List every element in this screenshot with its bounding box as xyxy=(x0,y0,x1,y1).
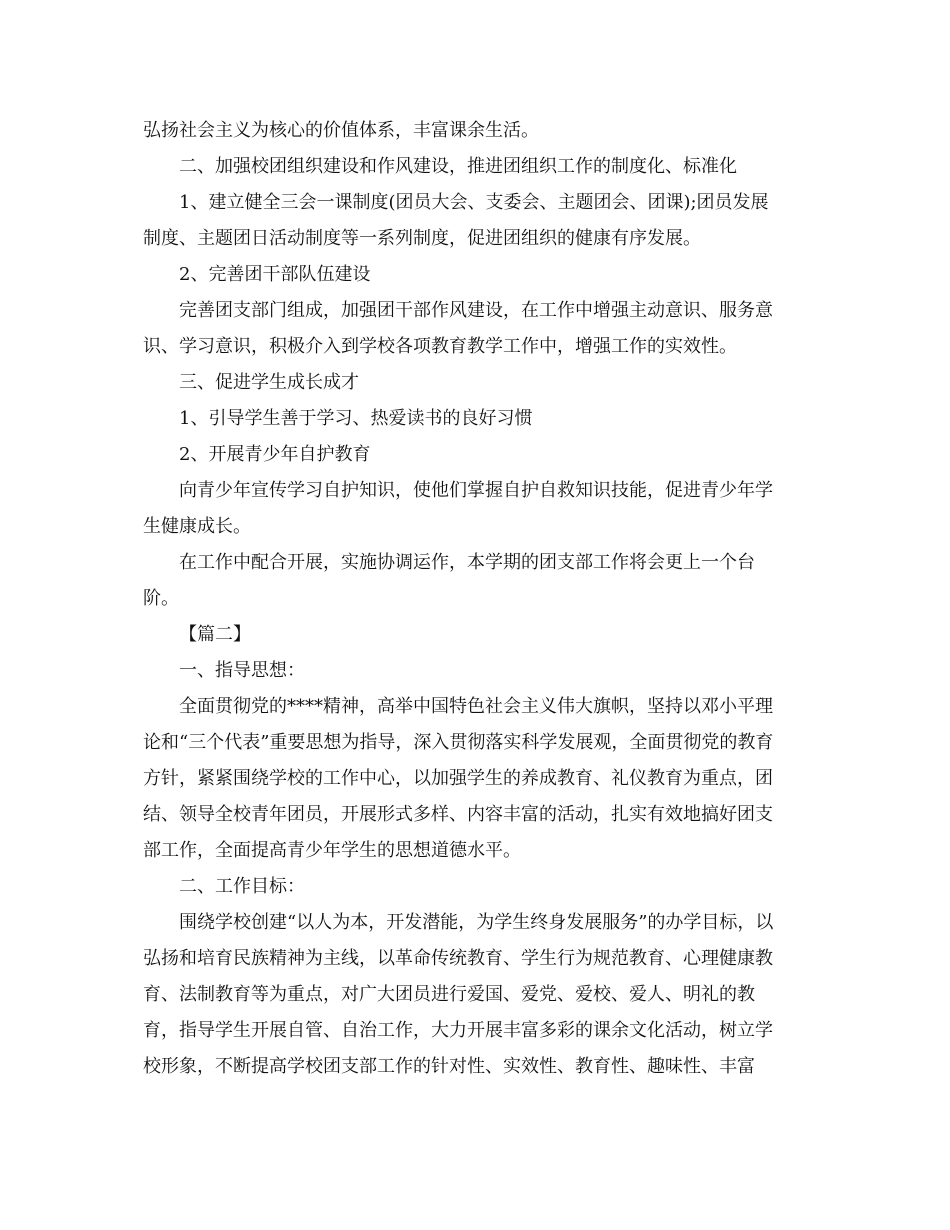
text-line: 二、加强校团组织建设和作风建设，推进团组织工作的制度化、标准化 xyxy=(179,156,737,177)
text-line: 论和“三个代表”重要思想为指导，深入贯彻落实科学发展观，全面贯彻党的教育 xyxy=(143,732,774,753)
text-line: 识、学习意识，积极介入到学校各项教育教学工作中，增强工作的实效性。 xyxy=(143,336,737,357)
text-line: 生健康成长。 xyxy=(143,516,251,537)
text-line: 完善团支部门组成，加强团干部作风建设，在工作中增强主动意识、服务意 xyxy=(179,300,773,321)
paragraph xyxy=(143,365,803,401)
paragraph xyxy=(143,545,803,617)
text-line: 二、工作目标： xyxy=(179,876,305,897)
paragraph xyxy=(143,113,803,149)
document-body xyxy=(143,113,803,1085)
paragraph xyxy=(143,689,803,869)
paragraph xyxy=(143,149,803,185)
text-line: 校形象，不断提高学校团支部工作的针对性、实效性、教育性、趣味性、丰富 xyxy=(143,1056,755,1077)
paragraph xyxy=(143,473,803,545)
text-line: 结、领导全校青年团员，开展形式多样、内容丰富的活动，扎实有效地搞好团支 xyxy=(143,804,773,825)
paragraph xyxy=(143,617,803,653)
text-line: 育、法制教育等为重点，对广大团员进行爱国、爱党、爱校、爱人、明礼的教 xyxy=(143,984,755,1005)
text-line: 在工作中配合开展，实施协调运作，本学期的团支部工作将会更上一个台 xyxy=(179,552,755,573)
text-line: 部工作，全面提高青少年学生的思想道德水平。 xyxy=(143,840,521,861)
text-line: 方针，紧紧围绕学校的工作中心，以加强学生的养成教育、礼仪教育为重点，团 xyxy=(143,768,773,789)
text-line: 1、建立健全三会一课制度(团员大会、支委会、主题团会、团课);团员发展 xyxy=(179,192,769,213)
paragraph xyxy=(143,653,803,689)
paragraph xyxy=(143,293,803,365)
text-line: 一、指导思想： xyxy=(179,660,305,681)
text-line: 2、开展青少年自护教育 xyxy=(179,444,371,465)
text-line: 围绕学校创建“以人为本，开发潜能，为学生终身发展服务”的办学目标，以 xyxy=(179,912,774,933)
text-line: 【篇二】 xyxy=(179,624,251,645)
text-line: 育，指导学生开展自管、自治工作，大力开展丰富多彩的课余文化活动，树立学 xyxy=(143,1020,773,1041)
text-line: 全面贯彻党的****精神，高举中国特色社会主义伟大旗帜，坚持以邓小平理 xyxy=(179,696,773,717)
paragraph xyxy=(143,257,803,293)
text-line: 弘扬社会主义为核心的价值体系，丰富课余生活。 xyxy=(143,120,539,141)
text-line: 阶。 xyxy=(143,588,179,609)
text-line: 向青少年宣传学习自护知识，使他们掌握自护自救知识技能，促进青少年学 xyxy=(179,480,773,501)
paragraph xyxy=(143,185,803,257)
text-line: 制度、主题团日活动制度等一系列制度，促进团组织的健康有序发展。 xyxy=(143,228,701,249)
paragraph xyxy=(143,401,803,437)
paragraph xyxy=(143,905,803,1085)
text-line: 弘扬和培育民族精神为主线，以革命传统教育、学生行为规范教育、心理健康教 xyxy=(143,948,773,969)
paragraph xyxy=(143,437,803,473)
paragraph xyxy=(143,869,803,905)
text-line: 2、完善团干部队伍建设 xyxy=(179,264,371,285)
text-line: 1、引导学生善于学习、热爱读书的良好习惯 xyxy=(179,408,533,429)
text-line: 三、促进学生成长成才 xyxy=(179,372,359,393)
